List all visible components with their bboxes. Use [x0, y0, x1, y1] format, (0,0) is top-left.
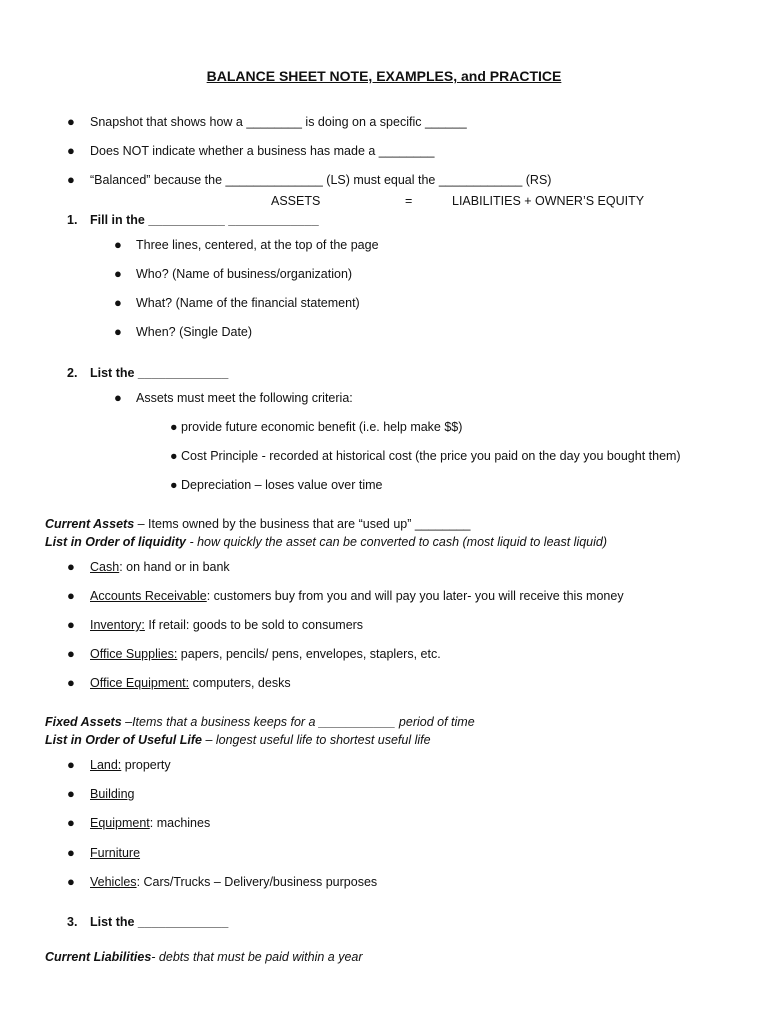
- bullet-icon: ●: [67, 786, 75, 801]
- section-1-heading: Fill in the ___________ _____________: [90, 213, 319, 227]
- current-assets-definition: [45, 516, 470, 532]
- current-assets-def: – Items owned by the business that are “used up” ________: [134, 517, 471, 531]
- fixed-assets-definition: [45, 714, 475, 730]
- bullet-icon: ●: [114, 266, 122, 281]
- list-item: Vehicles: Cars/Trucks – Delivery/business purposes: [90, 875, 378, 889]
- section-3-number: 3.: [67, 915, 78, 929]
- liquidity-order-term: List in Order of liquidity: [45, 535, 186, 549]
- useful-life-order: [45, 732, 431, 748]
- section-2-number: 2.: [67, 366, 78, 380]
- list-item: Equipment: machines: [90, 816, 211, 830]
- bullet-icon: ●: [67, 874, 75, 889]
- equation-assets: ASSETS: [271, 194, 321, 208]
- section-1-item: When? (Single Date): [136, 325, 253, 339]
- intro-line-2: Does NOT indicate whether a business has made a ________: [90, 144, 435, 158]
- criteria-item: ● provide future economic benefit (i.e. help make $$): [170, 420, 463, 434]
- bullet-icon: ●: [67, 143, 75, 158]
- section-3-heading: List the _____________: [90, 915, 229, 929]
- bullet-icon: ●: [67, 675, 75, 690]
- current-assets-term: Current Assets: [45, 517, 135, 531]
- bullet-icon: ●: [67, 617, 75, 632]
- bullet-icon: ●: [67, 646, 75, 661]
- equation-equals: =: [405, 194, 413, 208]
- bullet-icon: ●: [67, 559, 75, 574]
- current-liabilities-def: - debts that must be paid within a year: [151, 950, 363, 964]
- useful-life-order-term: List in Order of Useful Life: [45, 733, 202, 747]
- useful-life-order-def: – longest useful life to shortest useful life: [201, 733, 431, 747]
- section-1-number: 1.: [67, 213, 78, 227]
- current-liabilities-term: Current Liabilities: [45, 950, 152, 964]
- section-1-item: Three lines, centered, at the top of the page: [136, 238, 379, 252]
- list-item: Inventory: If retail: goods to be sold to consumers: [90, 618, 364, 632]
- section-1-item: Who? (Name of business/organization): [136, 267, 353, 281]
- intro-line-3: “Balanced” because the ______________ (LS) must equal the ____________ (RS): [90, 173, 552, 187]
- list-item: Furniture: [90, 846, 141, 860]
- bullet-icon: ●: [67, 845, 75, 860]
- fixed-assets-term: Fixed Assets: [45, 715, 122, 729]
- bullet-icon: ●: [67, 114, 75, 129]
- list-item: Cash: on hand or in bank: [90, 560, 230, 574]
- list-item: Office Equipment: computers, desks: [90, 676, 291, 690]
- list-item: Accounts Receivable: customers buy from you and will pay you later- you will receive this money: [90, 589, 624, 603]
- intro-line-1: Snapshot that shows how a ________ is doing on a specific ______: [90, 115, 467, 129]
- bullet-icon: ●: [114, 295, 122, 310]
- fixed-assets-def: –Items that a business keeps for a ___________ period of time: [121, 715, 475, 729]
- list-item: Building: [90, 787, 135, 801]
- bullet-icon: ●: [114, 237, 122, 252]
- bullet-icon: ●: [67, 588, 75, 603]
- section-2-item: Assets must meet the following criteria:: [136, 391, 353, 405]
- section-1-item: What? (Name of the financial statement): [136, 296, 360, 310]
- current-liabilities-definition: [45, 949, 363, 965]
- page-title: BALANCE SHEET NOTE, EXAMPLES, and PRACTICE: [206, 68, 562, 84]
- bullet-icon: ●: [67, 815, 75, 830]
- criteria-item: ● Depreciation – loses value over time: [170, 478, 383, 492]
- bullet-icon: ●: [114, 324, 122, 339]
- section-2-heading: List the _____________: [90, 366, 229, 380]
- list-item: Land: property: [90, 758, 171, 772]
- criteria-item: ● Cost Principle - recorded at historical cost (the price you paid on the day you bought them): [170, 449, 681, 463]
- equation-liabilities: LIABILITIES + OWNER’S EQUITY: [452, 194, 645, 208]
- list-item: Office Supplies: papers, pencils/ pens, envelopes, staplers, etc.: [90, 647, 441, 661]
- bullet-icon: ●: [67, 172, 75, 187]
- liquidity-order-def: - how quickly the asset can be converted to cash (most liquid to least liquid): [185, 535, 608, 549]
- bullet-icon: ●: [67, 757, 75, 772]
- bullet-icon: ●: [114, 390, 122, 405]
- liquidity-order: [45, 534, 607, 550]
